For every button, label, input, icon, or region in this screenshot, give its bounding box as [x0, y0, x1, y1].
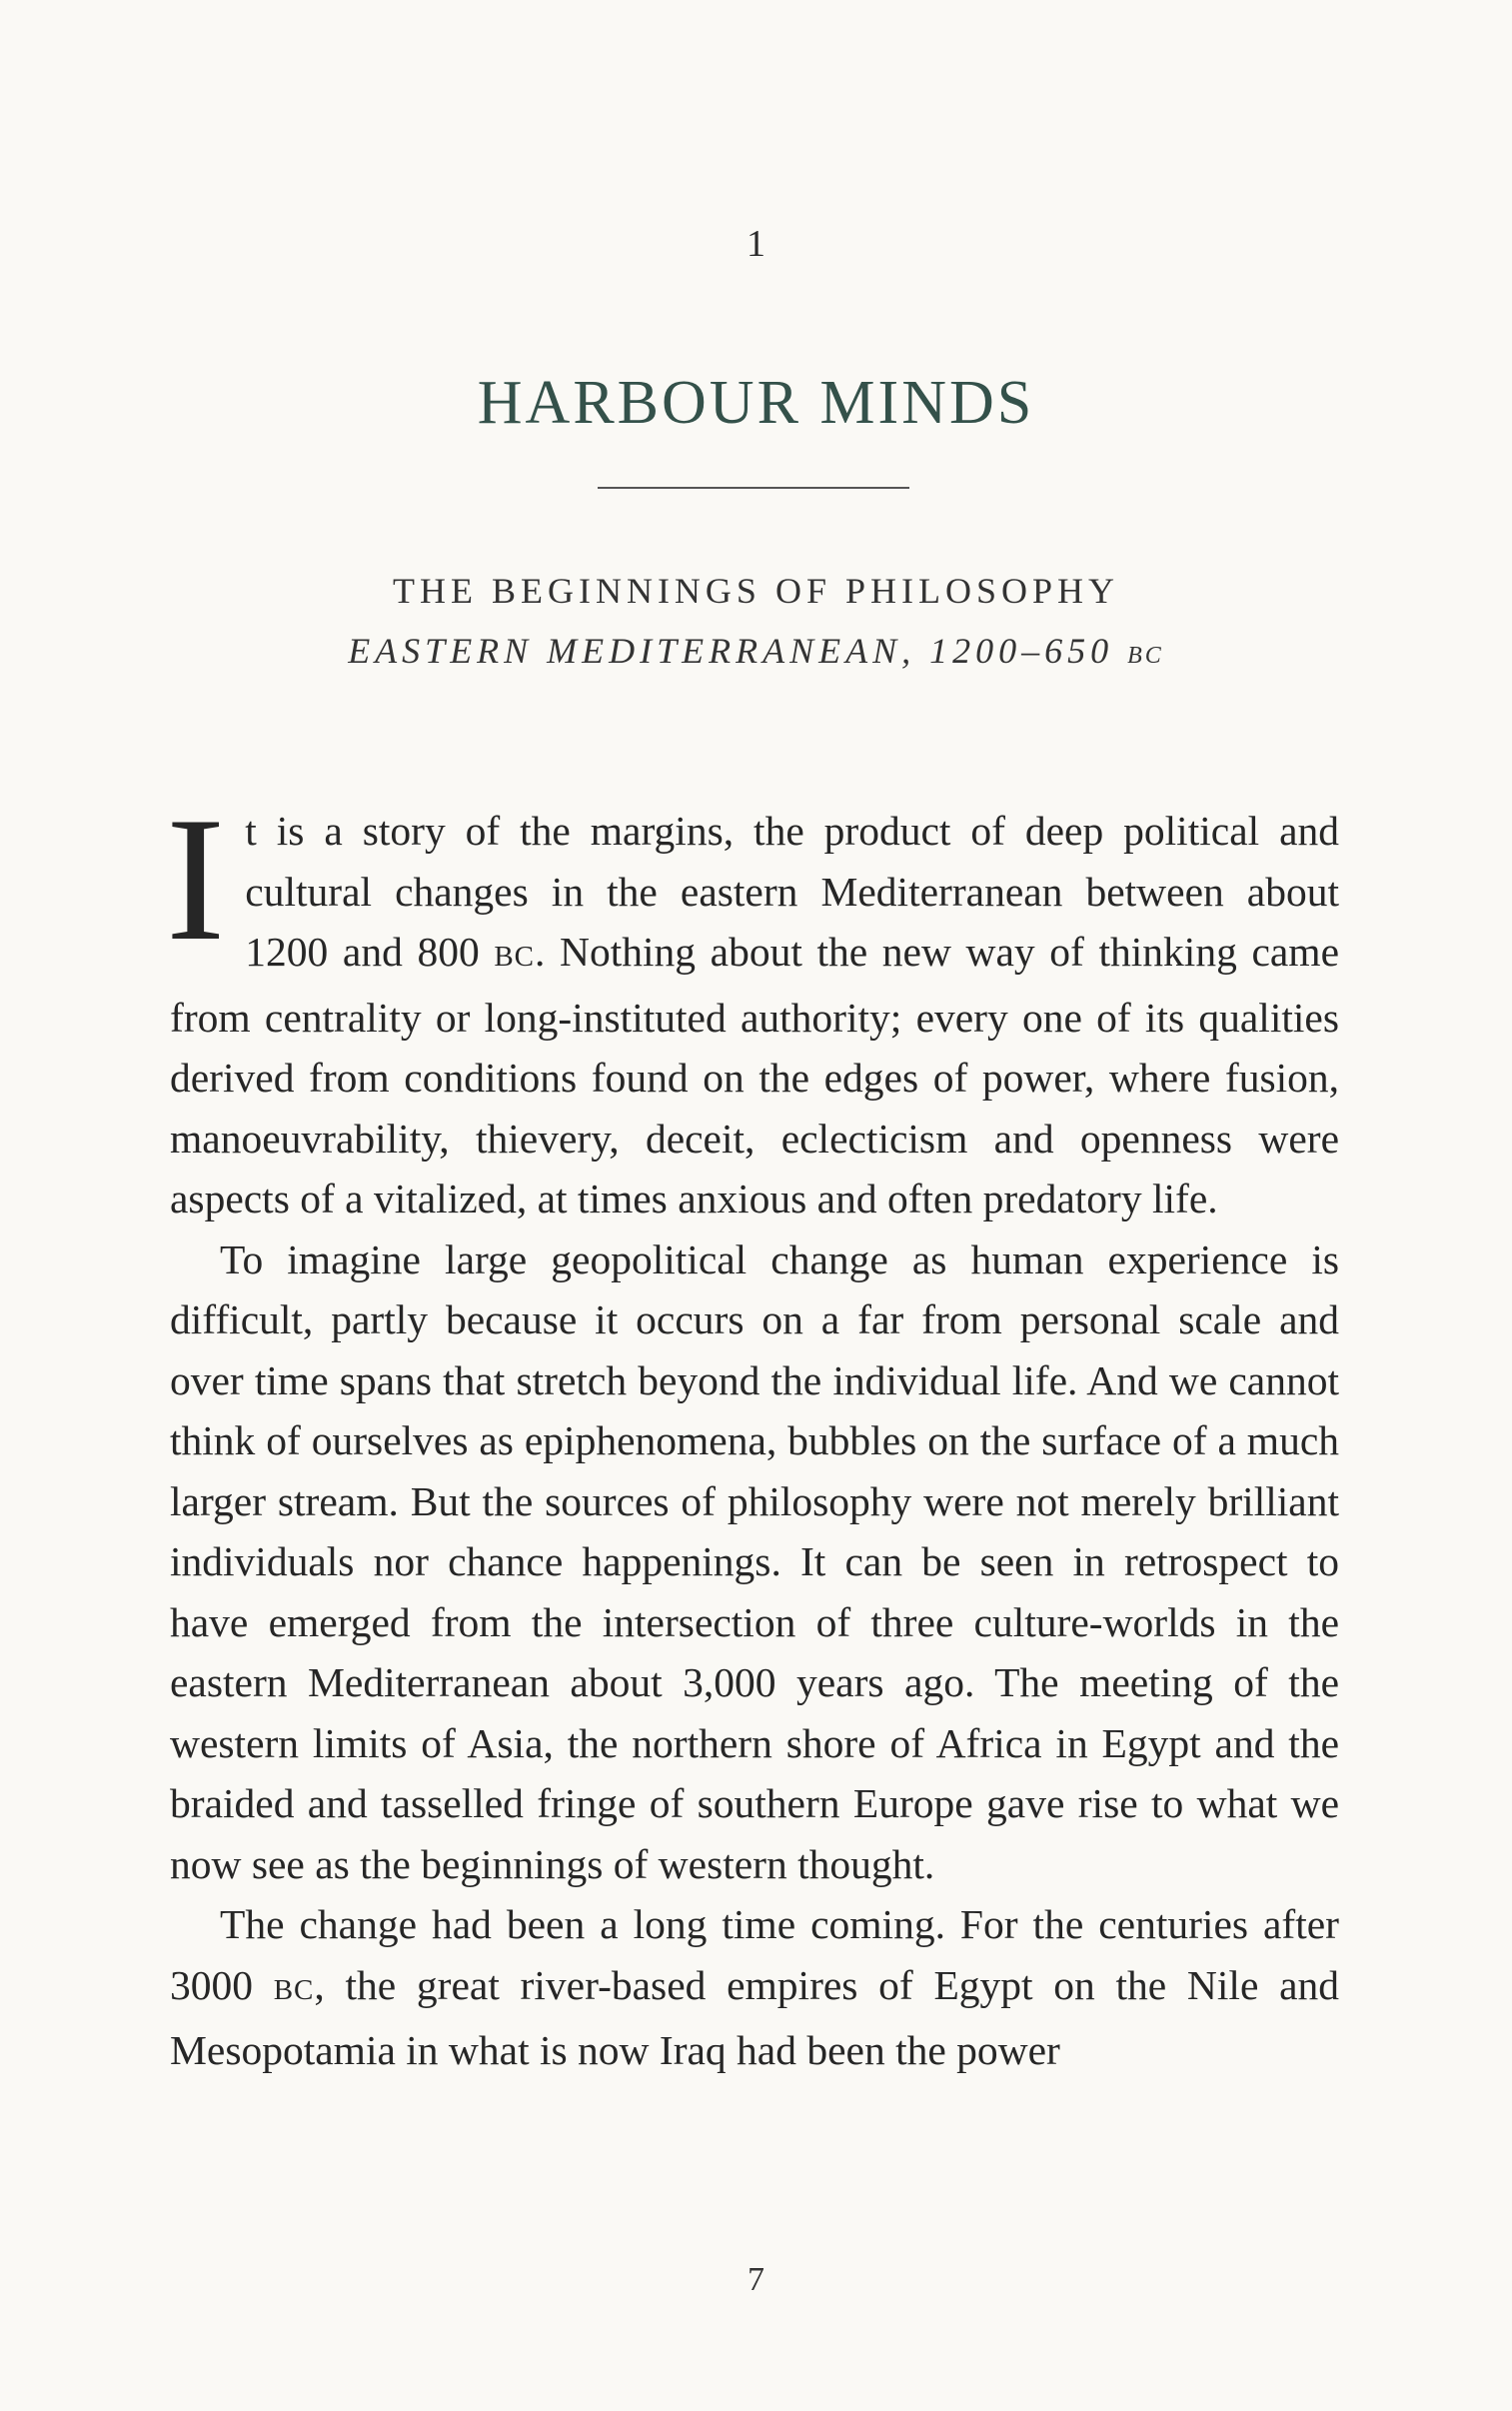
paragraph-3	[170, 1894, 1339, 2081]
chapter-location-dates	[0, 630, 1512, 672]
paragraph-1-text-b: . Nothing about the new way of thinking came from centrality or long-instituted authority; every one of its qualities derived from conditions found on the edges of power, where fusion, manoeuvrability, thievery, deceit, eclecticism and openness were aspects of a vitalized, at times anxious and often predatory life.	[170, 929, 1339, 1221]
chapter-subtitle: THE BEGINNINGS OF PHILOSOPHY	[392, 571, 1120, 611]
drop-cap: I	[166, 780, 226, 978]
chapter-number: 1	[747, 223, 765, 265]
page-number: 7	[748, 2261, 764, 2298]
era-abbrev: BC	[494, 941, 535, 973]
era-label: BC	[1127, 643, 1164, 669]
location-dates-text: EASTERN MEDITERRANEAN, 1200–650	[348, 631, 1114, 671]
chapter-title: HARBOUR MINDS	[477, 369, 1035, 437]
paragraph-1	[166, 780, 1339, 1229]
paragraph-1-text-a: t is a story of the margins, the product of deep political and cultural changes in the eastern Mediterranean between about 1200 and 800	[245, 808, 1339, 975]
body-text	[166, 780, 1339, 2081]
paragraph-2: To imagine large geopolitical change as human experience is difficult, partly because it occurs on a far from personal scale and over time spans that stretch beyond the individual life. And we cannot think of ourselves as epiphenomena, bubbles on the surface of a much larger stream. But the sources of philosophy were not merely brilliant individuals nor chance happenings. It can be seen in retrospect to have emerged from the intersection of three culture-worlds in the eastern Mediterranean about 3,000 years ago. The meeting of the western limits of Asia, the northern shore of Africa in Egypt and the braided and tasselled fringe of southern Europe gave rise to what we now see as the beginnings of western thought.	[170, 1235, 1339, 1887]
paragraph-3-text-a: The change had been a long time coming. For the centuries after 3000	[170, 1901, 1339, 2008]
title-divider	[598, 487, 909, 489]
paragraph-3-text-b: , the great river-based empires of Egypt on the Nile and Mesopotamia in what is now Iraq had been the power	[170, 1961, 1339, 2073]
era-abbrev: BC	[273, 1973, 315, 2006]
